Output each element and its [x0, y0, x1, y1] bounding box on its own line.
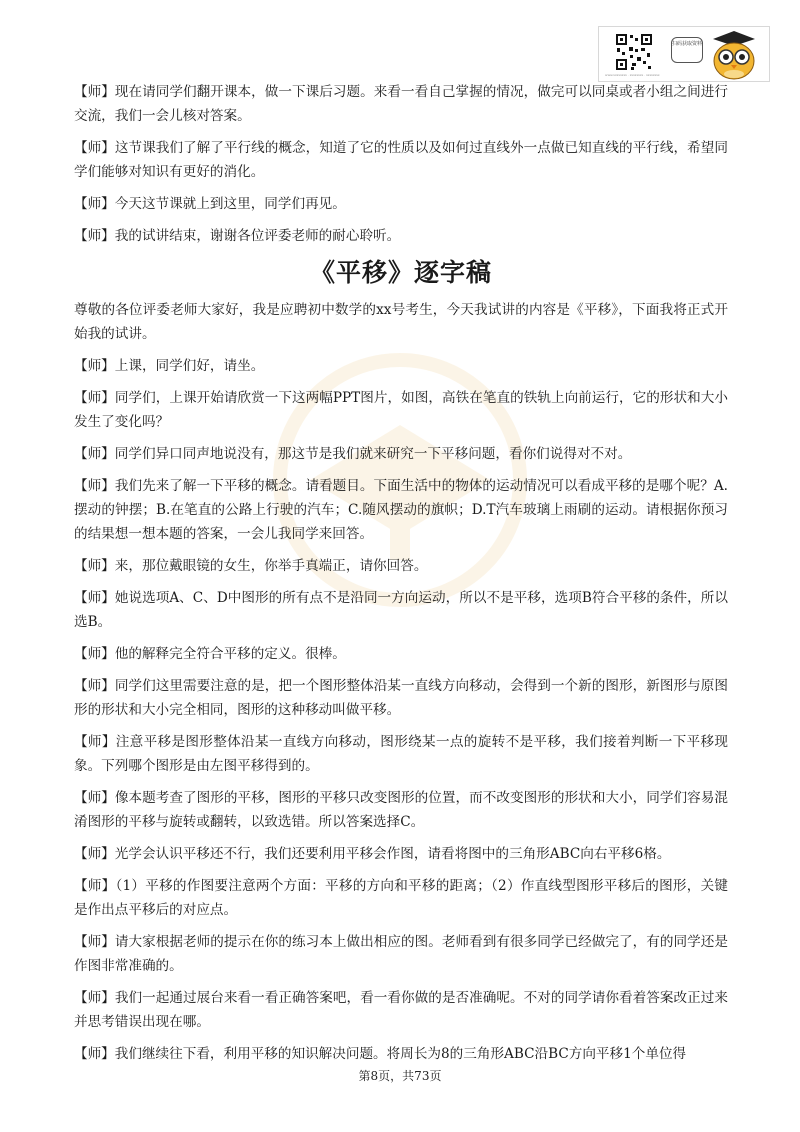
paragraph-text: 同学们异口同声地说没有，那这节是我们就来研究一下平移问题，看你们说得对不对。 [114, 446, 632, 462]
paragraph [74, 874, 728, 922]
speaker-tag: 【师】 [74, 140, 115, 156]
paragraph [74, 674, 728, 722]
speaker-tag: 【师】 [74, 734, 116, 750]
paragraph-text: 请大家根据老师的提示在你的练习本上做出相应的图。老师看到有很多同学已经做完了，有的同学还是作图非常准确的。 [74, 934, 729, 974]
transcript-section [74, 298, 728, 1066]
paragraph [74, 298, 728, 346]
paragraph [74, 786, 728, 834]
header-logo [598, 26, 770, 82]
speaker-tag: 【师】 [74, 1046, 115, 1062]
paragraph [74, 442, 728, 466]
paragraph-text: 我的试讲结束，谢谢各位评委老师的耐心聆听。 [114, 228, 401, 244]
paragraph-text: 像本题考查了图形的平移，图形的平移只改变图形的位置，而不改变图形的形状和大小，同学们容易混淆图形的平移与旋转或翻转，以致选错。所以答案选择C。 [74, 790, 729, 830]
paragraph-text: 我们继续往下看，利用平移的知识解决问题。将周长为8的三角形ABC沿BC方向平移1个单位得 [114, 1046, 687, 1062]
paragraph [74, 986, 728, 1034]
qr-code-icon [615, 33, 653, 71]
closing-section [74, 80, 728, 248]
paragraph [74, 930, 728, 978]
speaker-tag: 【师】 [74, 478, 115, 494]
paragraph [74, 354, 728, 378]
paragraph [74, 474, 728, 546]
paragraph-text: 现在请同学们翻开课本，做一下课后习题。来看一看自己掌握的情况，做完可以同桌或者小组之间进行交流，我们一会儿核对答案。 [74, 84, 729, 124]
speaker-tag: 【师】 [74, 228, 115, 244]
speaker-tag: 【师】 [74, 678, 115, 694]
paragraph [74, 730, 728, 778]
page-footer: 第8页，共73页 [358, 1069, 442, 1083]
speaker-tag: 【师】 [74, 878, 116, 894]
paragraph-text: 注意平移是图形整体沿某一直线方向移动，图形绕某一点的旋转不是平移，我们接着判断一下平移现象。下列哪个图形是由左图平移得到的。 [74, 734, 728, 774]
speaker-tag: 【师】 [74, 358, 115, 374]
paragraph-text: 尊敬的各位评委老师大家好，我是应聘初中数学的xx号考生，今天我试讲的内容是《平移》，下面我将正式开始我的试讲。 [74, 302, 728, 342]
speaker-tag: 【师】 [74, 990, 115, 1006]
paragraph-text: 我们一起通过展台来看一看正确答案吧，看一看你做的是否准确呢。不对的同学请你看着答案改正过来并思考错误出现在哪。 [74, 990, 729, 1030]
speaker-tag: 【师】 [74, 84, 115, 100]
paragraph-text: 光学会认识平移还不行，我们还要利用平移会作图，请看将图中的三角形ABC向右平移6格。 [114, 846, 671, 862]
paragraph [74, 1042, 728, 1066]
paragraph [74, 192, 728, 216]
paragraph [74, 642, 728, 666]
speaker-tag: 【师】 [74, 558, 115, 574]
speaker-tag: 【师】 [74, 934, 115, 950]
paragraph-text: 我们先来了解一下平移的概念。请看题目。下面生活中的物体的运动情况可以看成平移的是哪个呢？A.摆动的钟摆；B.在笔直的公路上行驶的汽车；C.随风摆动的旗帜；D.T汽车玻璃上雨刷的运动。请根据你预习的结果想一想本题的答案，一会儿我同学来回答。 [74, 478, 728, 542]
paragraph-text: 来，那位戴眼镜的女生，你举手真端正，请你回答。 [114, 558, 428, 574]
paragraph [74, 136, 728, 184]
speaker-tag: 【师】 [74, 790, 115, 806]
speaker-tag: 【师】 [74, 846, 115, 862]
paragraph [74, 554, 728, 578]
section-title: 《平移》逐字稿 [309, 258, 492, 287]
speaker-tag: 【师】 [74, 390, 115, 406]
paragraph [74, 842, 728, 866]
paragraph-text: 同学们，上课开始请欣赏一下这两幅PPT图片，如图，高铁在笔直的铁轨上向前运行，它的形状和大小发生了变化吗？ [74, 390, 729, 430]
speaker-tag: 【师】 [74, 446, 115, 462]
speaker-tag: 【师】 [74, 196, 115, 212]
paragraph-text: 同学们这里需要注意的是，把一个图形整体沿某一直线方向移动，会得到一个新的图形，新图形与原图形的形状和大小完全相同，图形的这种移动叫做平移。 [74, 678, 729, 718]
paragraph [74, 80, 728, 128]
paragraph-text: 他的解释完全符合平移的定义。很棒。 [114, 646, 346, 662]
qr-caption: www.xxxxxxxx · xxxxxxxx · xxxxxxxx [605, 73, 660, 77]
mascot-owl-icon [703, 29, 765, 81]
speech-bubble: 扫码获取资料 [671, 37, 703, 63]
paragraph-text: 今天这节课就上到这里，同学们再见。 [114, 196, 346, 212]
document-body [74, 80, 728, 1074]
paragraph-text: 上课，同学们好，请坐。 [114, 358, 265, 374]
paragraph [74, 224, 728, 248]
paragraph-text: 她说选项A、C、D中图形的所有点不是沿同一方向运动，所以不是平移，选项B符合平移的条件，所以选B。 [74, 590, 728, 630]
paragraph-text: （1）平移的作图要注意两个方面：平移的方向和平移的距离；（2）作直线型图形平移后的图形，关键是作出点平移后的对应点。 [74, 878, 728, 918]
paragraph-text: 这节课我们了解了平行线的概念，知道了它的性质以及如何过直线外一点做已知直线的平行线，希望同学们能够对知识有更好的消化。 [74, 140, 729, 180]
speaker-tag: 【师】 [74, 590, 115, 606]
paragraph [74, 586, 728, 634]
paragraph [74, 386, 728, 434]
speaker-tag: 【师】 [74, 646, 115, 662]
